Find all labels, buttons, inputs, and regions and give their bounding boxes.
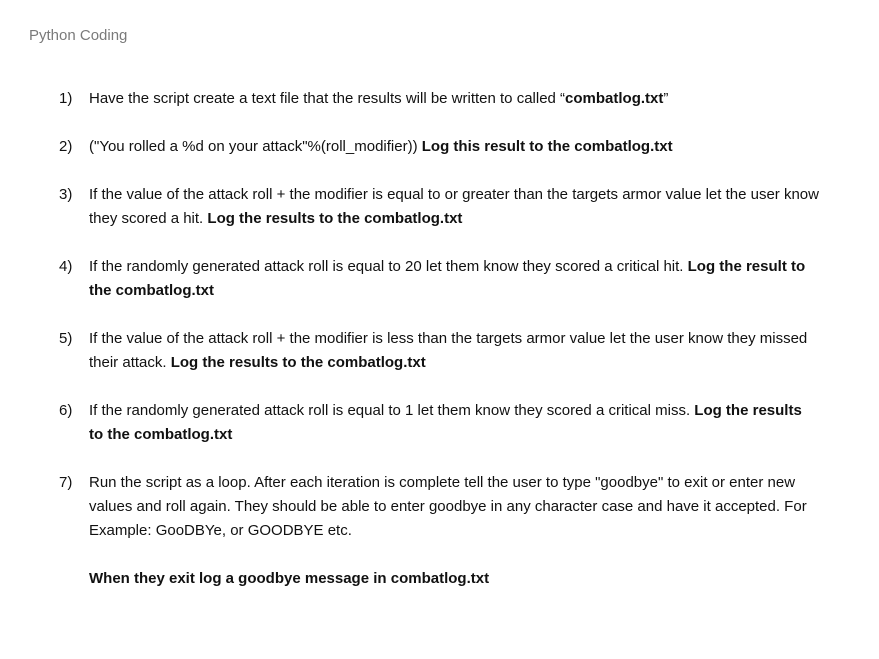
item-number: 4): [59, 258, 73, 275]
item-bold-text: Log the results to the combatlog.txt: [170, 354, 426, 371]
item-tail-text: ”: [663, 90, 669, 107]
item-text: Run the script as a loop. After each iteration is complete tell the user to type "goodbye" to exit or enter new values and roll again. They should be able to enter goodbye in any character case and have it accepted. For Example: GooDBYe, or GOODBYE etc.: [89, 474, 807, 539]
item-number: 5): [59, 330, 73, 347]
item-text-block: [89, 399, 819, 447]
item-bold-text: combatlog.txt: [565, 90, 664, 107]
instruction-list: [0, 87, 879, 591]
item-text: ("You rolled a %d on your attack"%(roll_modifier)): [89, 138, 422, 155]
item-bold-text: Log this result to the combatlog.txt: [421, 138, 673, 155]
item-text: If the value of the attack roll + the modifier is equal to or greater than the targets armor value let the user know they scored a hit.: [89, 186, 819, 227]
item-text-block: [89, 87, 819, 111]
item-number: 1): [59, 90, 73, 107]
item-bold-text: Log the results to the combatlog.txt: [89, 402, 802, 443]
item-number: 7): [59, 474, 73, 491]
item-text: If the value of the attack roll + the modifier is less than the targets armor value let the user know they missed their attack.: [89, 330, 808, 371]
list-item: [0, 135, 879, 159]
item-text: Have the script create a text file that the results will be written to called “: [89, 90, 566, 107]
item-text: If the randomly generated attack roll is equal to 20 let them know they scored a critical hit.: [89, 258, 688, 275]
item-number: 2): [59, 138, 73, 155]
document-header: Python Coding: [29, 27, 128, 44]
item-text-block: [89, 255, 819, 303]
item-text: If the randomly generated attack roll is equal to 1 let them know they scored a critical miss.: [89, 402, 695, 419]
list-item: [0, 399, 879, 447]
item-bold-text: Log the result to the combatlog.txt: [89, 258, 806, 299]
item-text-block: [89, 327, 819, 375]
item-bold-text: Log the results to the combatlog.txt: [207, 210, 463, 227]
list-item: [0, 255, 879, 303]
list-item: [0, 327, 879, 375]
closing-note: When they exit log a goodbye message in combatlog.txt: [89, 570, 490, 587]
list-item: [0, 87, 879, 111]
list-item: [0, 183, 879, 231]
item-number: 3): [59, 186, 73, 203]
item-text-block: [89, 183, 819, 231]
item-number: 6): [59, 402, 73, 419]
list-item: [0, 471, 879, 543]
item-text-block: [89, 471, 819, 543]
item-text-block: [89, 135, 819, 159]
